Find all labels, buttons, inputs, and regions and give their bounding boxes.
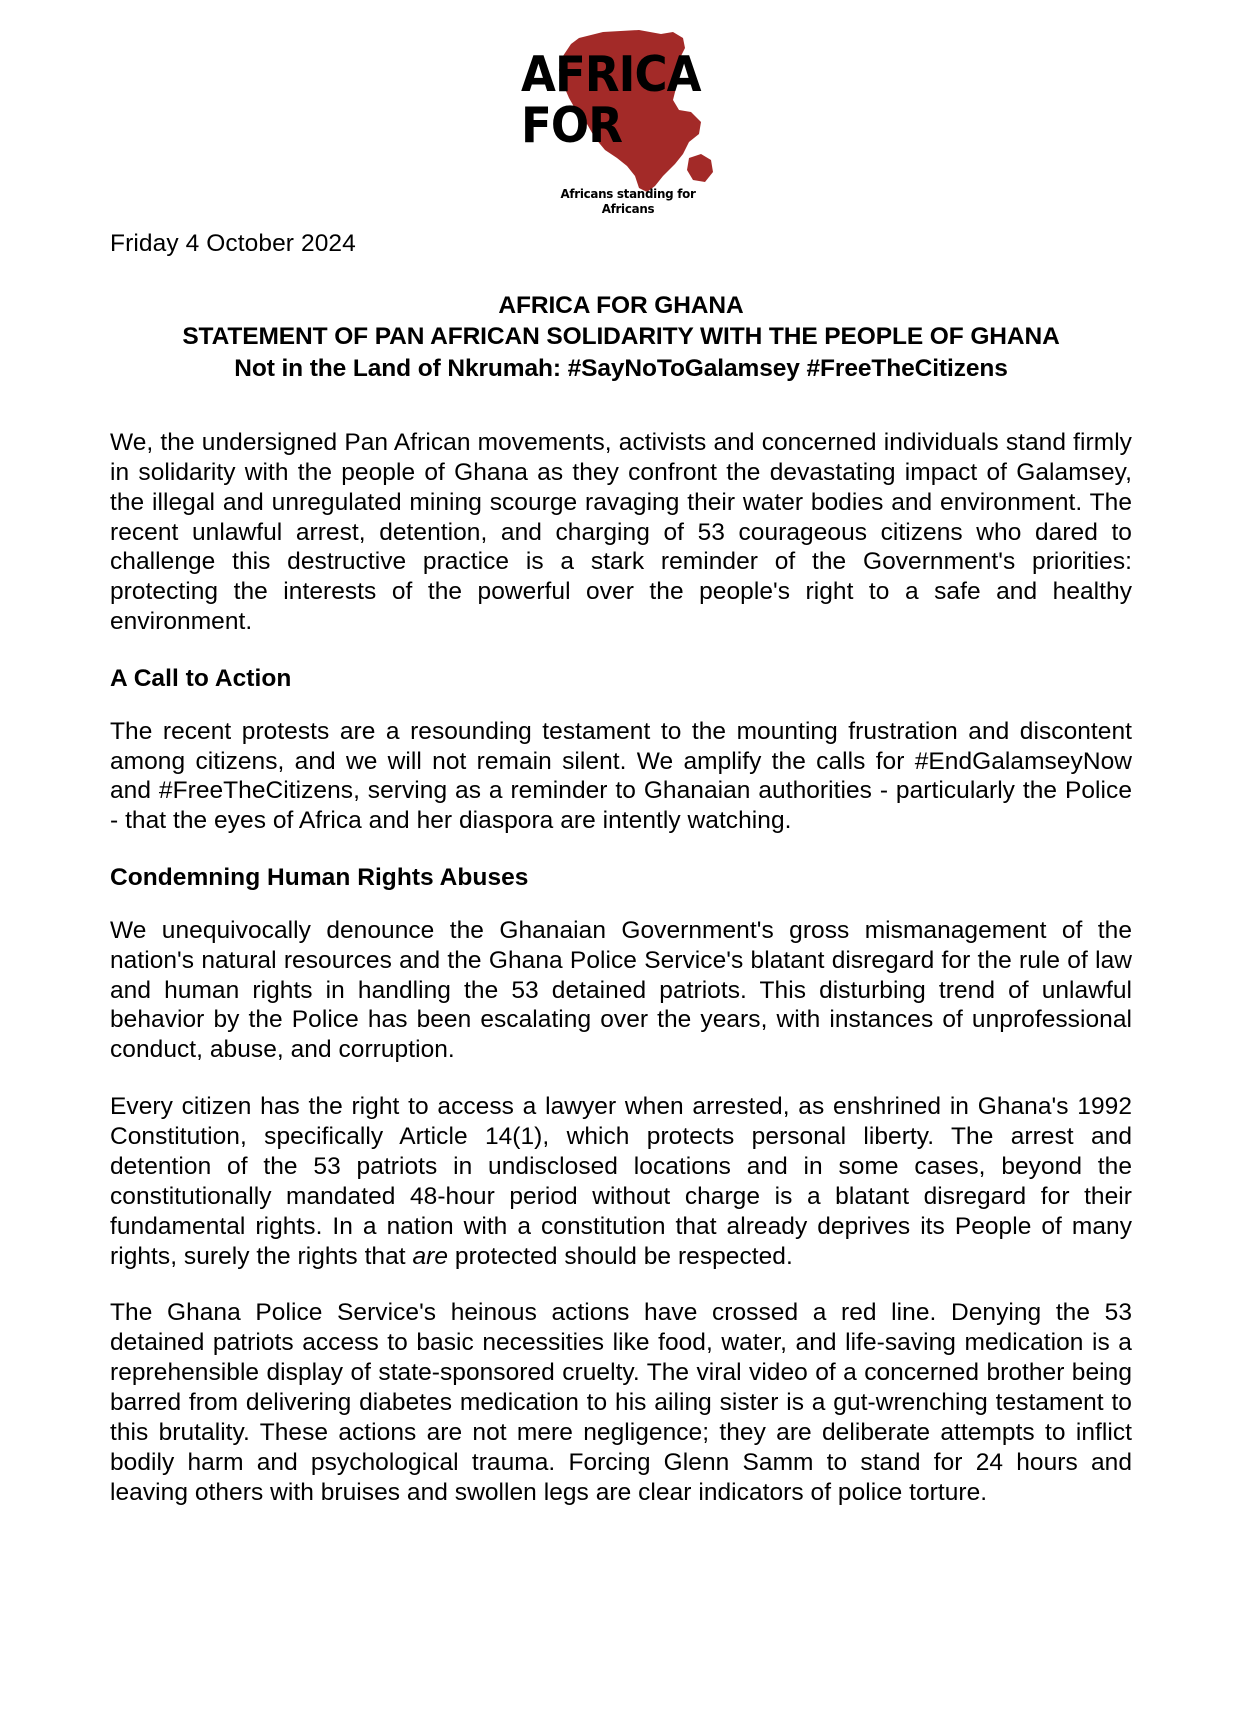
logo-header <box>0 0 1242 214</box>
logo-line-africa: AFRICA <box>521 46 701 103</box>
paragraph-rights-part2: protected should be respected. <box>448 1242 793 1270</box>
heading-call-to-action: A Call to Action <box>110 665 292 693</box>
paragraph-torture: The Ghana Police Service's heinous actions have crossed a red line. Denying the 53 detained patriots access to basic necessities like food, water, and life-saving medication is a reprehensible display of state-sponsored cruelty. The viral video of a concerned brother being barred from delivering diabetes medication to his ailing sister is a gut-wrenching testament to this brutality. These actions are not mere negligence; they are deliberate attempts to inflict bodily harm and psychological trauma. Forcing Glenn Samm to stand for 24 hours and leaving others with bruises and swollen legs are clear indicators of police torture. <box>110 1299 1132 1506</box>
logo-tagline: Africans standing for Africans <box>560 186 696 216</box>
paragraph-call-to-action: The recent protests are a resounding testament to the mounting frustration and discontent among citizens, and we will not remain silent. We amplify the calls for #EndGalamseyNow and #FreeTheCitizens, serving as a reminder to Ghanaian authorities - particularly the Police - that the eyes of Africa and her diaspora are intently watching. <box>110 717 1132 835</box>
document-body <box>0 228 1242 1595</box>
logo-wordmark <box>521 46 721 155</box>
paragraph-condemning: We unequivocally denounce the Ghanaian Government's gross mismanagement of the nation's natural resources and the Ghana Police Service's blatant disregard for the rule of law and human rights in handling the 53 detained patriots. This disturbing trend of unlawful behavior by the Police has been escalating over the years, with instances of unprofessional conduct, abuse, and corruption. <box>110 916 1132 1064</box>
paragraph-rights <box>110 1092 1132 1271</box>
document-date: Friday 4 October 2024 <box>110 230 356 257</box>
paragraph-rights-part1: Every citizen has the right to access a lawyer when arrested, as enshrined in Ghana's 1992 Constitution, specifically Article 14(1), which protects personal liberty. The arrest and detention of the 53 patriots in undisclosed locations and in some cases, beyond the constitutionally mandated 48-hour period without charge is a blatant disregard for their fundamental rights. In a nation with a constitution that already deprives its People of many rights, surely the rights that <box>110 1093 1132 1270</box>
africa-for-logo <box>521 26 721 216</box>
paragraph-rights-emphasis: are <box>412 1242 449 1270</box>
title-line-1: AFRICA FOR GHANA <box>498 291 744 319</box>
logo-line-for: FOR <box>521 97 623 155</box>
document-title-block <box>110 290 1132 384</box>
title-line-3: Not in the Land of Nkrumah: #SayNoToGalamsey #FreeTheCitizens <box>234 354 1008 382</box>
heading-condemning-human-rights-abuses: Condemning Human Rights Abuses <box>110 864 529 892</box>
title-line-2: STATEMENT OF PAN AFRICAN SOLIDARITY WITH THE PEOPLE OF GHANA <box>182 323 1060 351</box>
paragraph-intro: We, the undersigned Pan African movements, activists and concerned individuals stand firmly in solidarity with the people of Ghana as they confront the devastating impact of Galamsey, the illegal and unregulated mining scourge ravaging their water bodies and environment. The recent unlawful arrest, detention, and charging of 53 courageous citizens who dared to challenge this destructive practice is a stark reminder of the Government's priorities: protecting the interests of the powerful over the people's right to a safe and healthy environment. <box>110 428 1132 636</box>
